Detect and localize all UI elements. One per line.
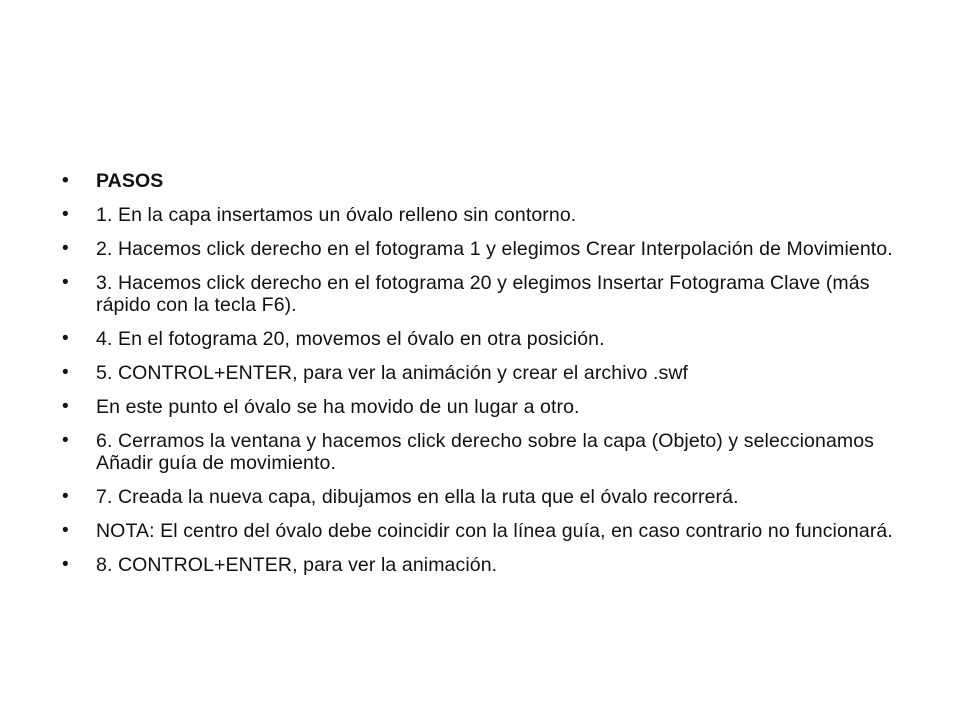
bullet-icon: • (62, 554, 69, 575)
bullet-text: 2. Hacemos click derecho en el fotograma 1 y elegimos Crear Interpolación de Movimiento. (96, 238, 893, 260)
bullet-icon: • (62, 170, 69, 191)
bullet-item-step-5 (62, 362, 902, 384)
bullet-text: 4. En el fotograma 20, movemos el óvalo en otra posición. (96, 328, 605, 350)
bullet-item-heading (62, 170, 902, 192)
bullet-text: 1. En la capa insertamos un óvalo relleno sin contorno. (96, 204, 577, 226)
bullet-icon: • (62, 520, 69, 541)
bullet-icon: • (62, 238, 69, 259)
bullet-icon: • (62, 396, 69, 417)
bullet-item-step-2 (62, 238, 902, 260)
bullet-text: En este punto el óvalo se ha movido de un lugar a otro. (96, 396, 580, 418)
bullet-icon: • (62, 204, 69, 225)
bullet-item-step-3 (62, 272, 902, 316)
bullet-item-step-4 (62, 328, 902, 350)
bullet-item-step-1 (62, 204, 902, 226)
bullet-icon: • (62, 328, 69, 349)
bullet-list (62, 170, 902, 588)
bullet-text: 7. Creada la nueva capa, dibujamos en ella la ruta que el óvalo recorrerá. (96, 486, 739, 508)
bullet-item-step-8 (62, 554, 902, 576)
bullet-icon: • (62, 430, 69, 451)
bullet-icon: • (62, 272, 69, 293)
bullet-text: 5. CONTROL+ENTER, para ver la animáción y crear el archivo .swf (96, 362, 689, 384)
bullet-item-step-6 (62, 430, 902, 474)
bullet-icon: • (62, 362, 69, 383)
bullet-item-step-7 (62, 486, 902, 508)
bullet-text: NOTA: El centro del óvalo debe coincidir con la línea guía, en caso contrario no funcionará. (96, 520, 893, 542)
bullet-item-note (62, 520, 902, 542)
bullet-text: 6. Cerramos la ventana y hacemos click derecho sobre la capa (Objeto) y seleccionamos Añadir guía de movimiento. (96, 430, 875, 474)
bullet-text: 3. Hacemos click derecho en el fotograma 20 y elegimos Insertar Fotograma Clave (más rápido con la tecla F6). (96, 272, 870, 316)
bullet-item-note-moved (62, 396, 902, 418)
bullet-text: 8. CONTROL+ENTER, para ver la animación. (96, 554, 498, 576)
bullet-text: PASOS (96, 170, 164, 192)
bullet-icon: • (62, 486, 69, 507)
